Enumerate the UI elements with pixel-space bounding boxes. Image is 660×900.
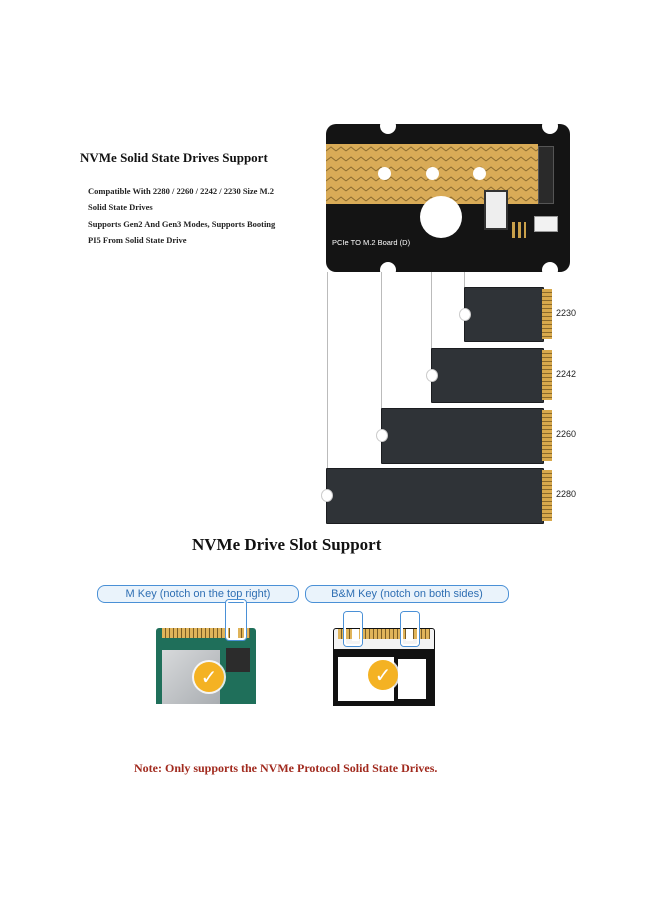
pcie-m2-board <box>326 124 570 272</box>
compat-line-3: Supports Gen2 And Gen3 Modes, Supports Booting <box>88 219 276 229</box>
ssd-2280-connector <box>542 470 552 521</box>
check-icon: ✓ <box>368 660 398 690</box>
header-pins <box>512 222 526 238</box>
chip <box>226 648 250 672</box>
notch-icon <box>376 429 388 442</box>
screw-icon <box>426 167 439 180</box>
screw-icon <box>473 167 486 180</box>
guide-line-2280 <box>327 272 328 468</box>
notch-icon <box>426 369 438 382</box>
guide-line-2260 <box>381 272 382 410</box>
slot-support-title: NVMe Drive Slot Support <box>192 535 382 554</box>
ssd-2230-connector <box>542 289 552 339</box>
mount-hole-icon <box>542 124 558 134</box>
notch-icon <box>459 308 471 321</box>
screw-icon <box>378 167 391 180</box>
m-key-label: M Key (notch on the top right) <box>97 585 299 603</box>
section-heading: NVMe Solid State Drives Support <box>80 150 268 165</box>
ssd-2260-connector <box>542 410 552 461</box>
board-cutout <box>420 196 462 238</box>
ssd-2230 <box>464 287 544 342</box>
sticker-panel <box>398 659 426 699</box>
mount-hole-icon <box>380 124 396 134</box>
check-icon: ✓ <box>194 662 224 692</box>
size-label-2242: 2242 <box>556 369 577 379</box>
board-label: PCIe TO M.2 Board (D) <box>332 238 411 247</box>
ssd-2260 <box>381 408 544 464</box>
mount-hole-icon <box>380 262 396 272</box>
notch-highlight-icon <box>226 600 246 640</box>
mount-hole-icon <box>542 262 558 272</box>
protocol-note: Note: Only supports the NVMe Protocol Solid State Drives. <box>134 761 438 775</box>
fan-header <box>534 216 558 232</box>
fpc-connector <box>484 190 508 230</box>
ssd-2280 <box>326 468 544 524</box>
ssd-2242 <box>431 348 544 403</box>
size-label-2230: 2230 <box>556 308 577 318</box>
notch-icon <box>321 489 333 502</box>
compat-line-4: PI5 From Solid State Drive <box>88 235 187 245</box>
size-label-2260: 2260 <box>556 429 577 439</box>
notch-highlight-icon <box>401 612 419 646</box>
guide-line-2230 <box>464 272 465 288</box>
m2-slot-connector <box>538 146 554 204</box>
notch-highlight-icon <box>344 612 362 646</box>
compat-line-1: Compatible With 2280 / 2260 / 2242 / 2230 Size M.2 <box>88 186 274 196</box>
size-label-2280: 2280 <box>556 489 577 499</box>
compat-line-2: Solid State Drives <box>88 202 153 212</box>
bm-key-label: B&M Key (notch on both sides) <box>305 585 509 603</box>
guide-line-2242 <box>431 272 432 350</box>
ssd-2242-connector <box>542 350 552 400</box>
